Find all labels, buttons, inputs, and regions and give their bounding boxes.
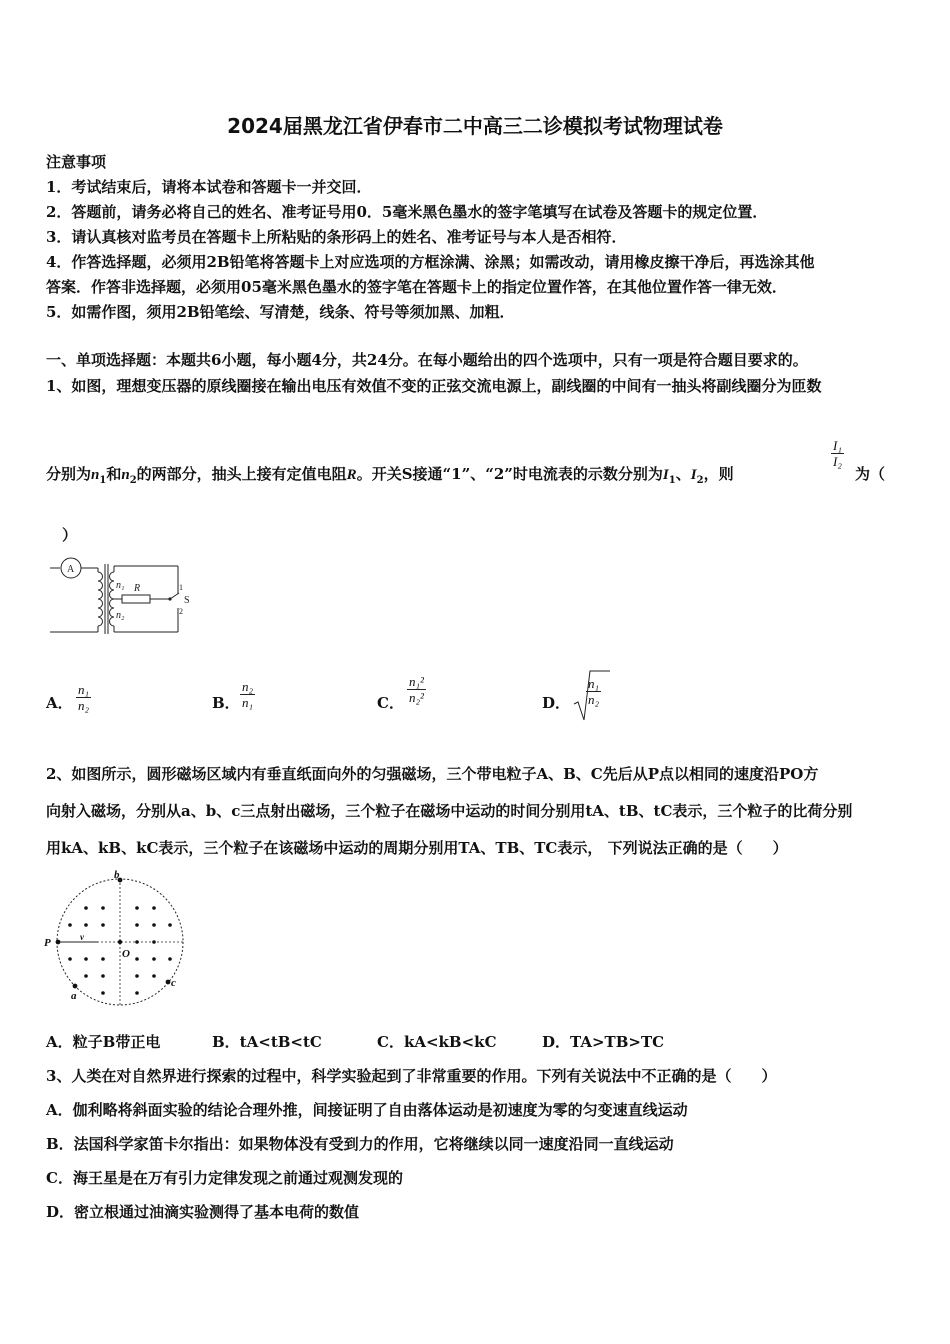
q2-option-c[interactable]: C．kA<kB<kC	[377, 1033, 497, 1051]
q1-stem-line1: 1、如图，理想变压器的原线圈接在输出电压有效值不变的正弦交流电源上，副线圈的中间有一抽头将副线圈分为匝数	[46, 377, 822, 395]
q1-option-d[interactable]: D．	[542, 694, 571, 712]
q3-stem: 3、人类在对自然界进行探索的过程中，科学实验起到了非常重要的作用。下列有关说法中不正确的是（ ）	[46, 1067, 777, 1085]
resistor-label: R	[134, 583, 141, 594]
ammeter-label: A	[67, 564, 75, 575]
magnetic-field-figure	[40, 868, 190, 1008]
label-b: b	[114, 869, 120, 881]
point-c	[166, 980, 171, 985]
q1-stem-line2: 分别为$n_1$和$n_2$的两部分，抽头上接有定值电阻R。开关S接通“1”、“2”时电流表的示数分别为$I_1$、$I_2$，则	[46, 465, 734, 486]
notice-item: 答案．作答非选择题，必须用05毫米黑色墨水的签字笔在答题卡上的指定位置作答，在其他位置作答一律无效．	[46, 278, 787, 296]
q1-option-c-fraction: $\frac{\text{n₁²}}{\text{n₂²}}$	[409, 674, 424, 705]
q3-option-a[interactable]: A．伽利略将斜面实验的结论合理外推，间接证明了自由落体运动是初速度为零的匀变速直线运动	[46, 1101, 688, 1119]
terminal-1-label: 1	[179, 583, 183, 592]
q3-option-c[interactable]: C．海王星是在万有引力定律发现之前通过观测发现的	[46, 1169, 403, 1187]
terminal-2-label: 2	[179, 607, 183, 616]
transformer-circuit-figure	[46, 552, 196, 638]
q2-option-a[interactable]: A．粒子B带正电	[46, 1033, 161, 1051]
q2-option-b[interactable]: B．tA<tB<tC	[212, 1033, 322, 1051]
q1-ratio-fraction: $\frac{\text{I₁}}{\text{I₂}}$	[833, 438, 842, 469]
notice-item: 1．考试结束后，请将本试卷和答题卡一并交回．	[46, 178, 372, 196]
page-title: 2024届黑龙江省伊春市二中高三二诊模拟考试物理试卷	[227, 114, 723, 138]
point-P	[56, 940, 61, 945]
notice-item: 4．作答选择题，必须用2B铅笔将答题卡上对应选项的方框涂满、涂黑；如需改动，请用橡皮擦干净后，再选涂其他	[46, 253, 815, 271]
q1-option-a-fraction: $\frac{\text{n₁}}{\text{n₂}}$	[78, 682, 90, 713]
q2-stem-line1: 2、如图所示，圆形磁场区域内有垂直纸面向外的匀强磁场，三个带电粒子A、B、C先后从P点以相同的速度沿PO方	[46, 765, 819, 783]
label-P: P	[44, 937, 51, 949]
q3-option-b[interactable]: B．法国科学家笛卡尔指出：如果物体没有受到力的作用，它将继续以同一速度沿同一直线运动	[46, 1135, 674, 1153]
notice-item: 2．答题前，请务必将自己的姓名、准考证号用0．5毫米黑色墨水的签字笔填写在试卷及答题卡的规定位置．	[46, 203, 768, 221]
switch-label: S	[184, 595, 190, 606]
q3-option-d[interactable]: D．密立根通过油滴实验测得了基本电荷的数值	[46, 1203, 360, 1221]
point-a	[73, 984, 78, 989]
winding-n2-label: n₂	[116, 610, 125, 621]
label-a: a	[71, 990, 77, 1002]
q2-stem-line2: 向射入磁场，分别从a、b、c三点射出磁场，三个粒子在磁场中运动的时间分别用tA、tB、tC表示，三个粒子的比荷分别	[46, 802, 853, 820]
notice-heading: 注意事项	[46, 153, 107, 171]
q2-stem-line3: 用kA、kB、kC表示，三个粒子在该磁场中运动的周期分别用TA、TB、TC表示， 下列说法正确的是（ ）	[46, 839, 788, 857]
q1-option-c[interactable]: C．	[377, 694, 404, 712]
notice-item: 3．请认真核对监考员在答题卡上所粘贴的条形码上的姓名、准考证号与本人是否相符．	[46, 228, 627, 246]
q1-stem-tail: 为（	[855, 465, 886, 483]
notice-item: 5．如需作图，须用2B铅笔绘、写清楚，线条、符号等须加黑、加粗．	[46, 303, 515, 321]
resistor-symbol	[122, 595, 150, 603]
q1-option-d-fraction: $\frac{\text{n₁}}{\text{n₂}}$	[588, 676, 600, 707]
label-O: O	[122, 948, 130, 960]
q1-stem-close: ）	[62, 526, 78, 544]
winding-n1-label: n₁	[116, 580, 125, 591]
section-heading: 一、单项选择题：本题共6小题，每小题4分，共24分。在每小题给出的四个选项中，只有一项是符合题目要求的。	[46, 351, 808, 369]
q2-option-d[interactable]: D．TA>TB>TC	[542, 1033, 665, 1051]
q1-option-b[interactable]: B．	[212, 694, 240, 712]
label-c: c	[171, 977, 176, 989]
q1-option-b-fraction: $\frac{\text{n₂}}{\text{n₁}}$	[242, 679, 254, 710]
q1-option-a[interactable]: A．	[46, 694, 73, 712]
label-v: v	[80, 932, 84, 942]
